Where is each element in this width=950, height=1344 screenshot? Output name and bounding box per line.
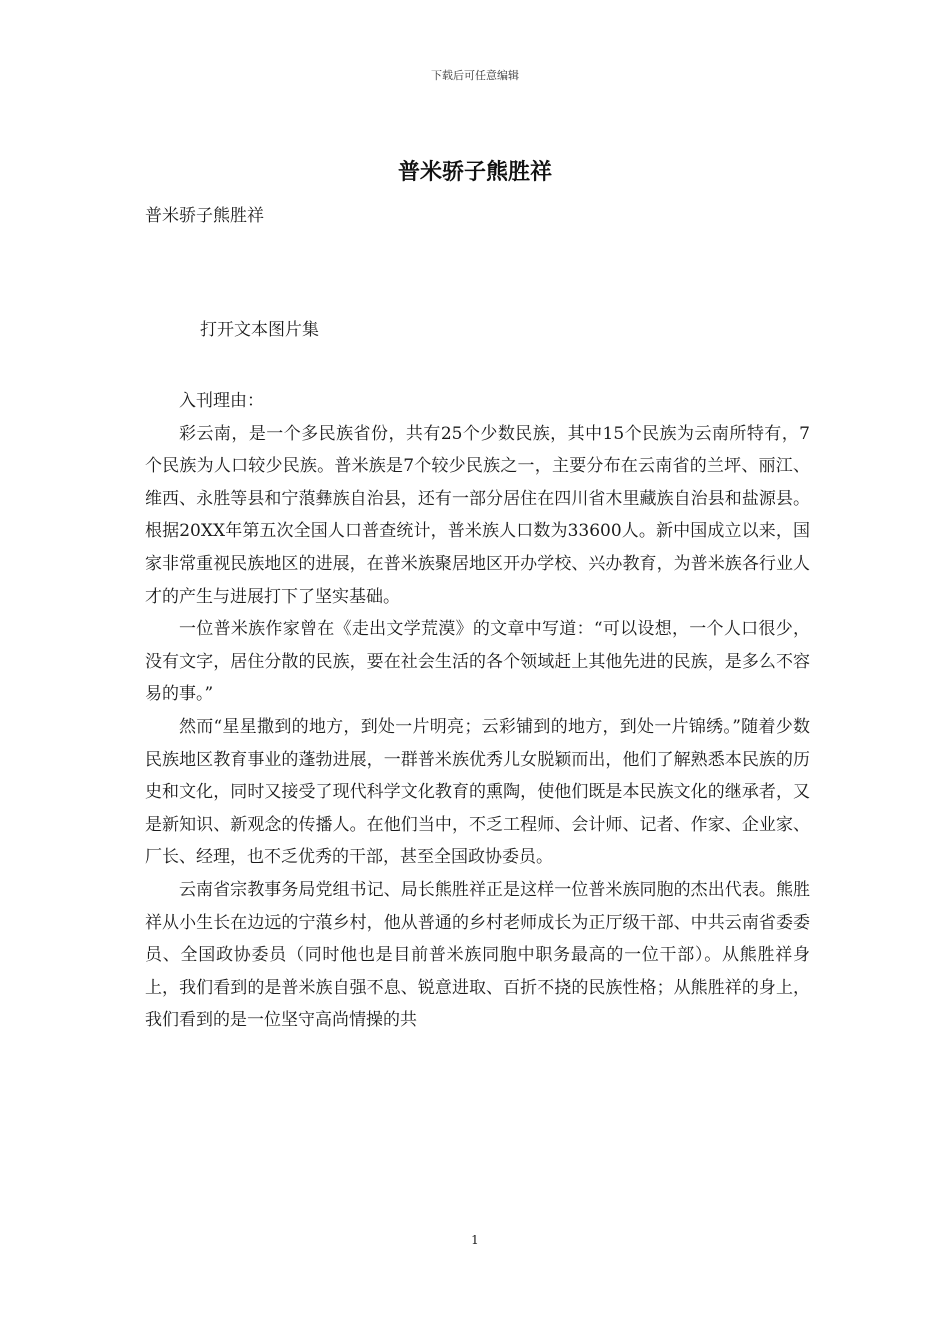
paragraph: 一位普米族作家曾在《走出文学荒漠》的文章中写道：“可以设想，一个人口很少，没有文字，居住分散的民族，要在社会生活的各个领域赶上其他先进的民族，是多么不容易的事。” [145,619,810,705]
paragraph: 然而“星星撒到的地方，到处一片明亮；云彩铺到的地方，到处一片锦绣。”随着少数民族地区教育事业的蓬勃进展，一群普米族优秀儿女脱颖而出，他们了解熟悉本民族的历史和文化，同时又接受了现代科学文化教育的熏陶，使他们既是本民族文化的继承者，又是新知识、新观念的传播人。在他们当中，不乏工程师、会计师、记者、作家、企业家、厂长、经理，也不乏优秀的干部，甚至全国政协委员。 [145,716,810,868]
page-number: 1 [471,1233,479,1247]
paragraph: 彩云南，是一个多民族省份，共有25个少数民族，其中15个民族为云南所特有，7个民族为人口较少民族。普米族是7个较少民族之一，主要分布在云南省的兰坪、丽江、维西、永胜等县和宁蒗彝族自治县，还有一部分居住在四川省木里藏族自治县和盐源县。根据20XX年第五次全国人口普查统计，普米族人口数为33600人。新中国成立以来，国家非常重视民族地区的进展，在普米族聚居地区开办学校、兴办教育，为普米族各行业人才的产生与进展打下了坚实基础。 [145,423,810,607]
article-body [145,385,810,1037]
paragraph: 云南省宗教事务局党组书记、局长熊胜祥正是这样一位普米族同胞的杰出代表。熊胜祥从小生长在边远的宁蒗乡村，他从普通的乡村老师成长为正厅级干部、中共云南省委委员、全国政协委员（同时他也是目前普米族同胞中职务最高的一位干部）。从熊胜祥身上，我们看到的是普米族自强不息、锐意进取、百折不挠的民族性格；从熊胜祥的身上，我们看到的是一位坚守高尚情操的共 [145,879,810,1031]
document-title: 普米骄子熊胜祥 [397,159,552,185]
document-subtitle: 普米骄子熊胜祥 [145,206,264,226]
page-header-note: 下载后可任意编辑 [431,69,519,82]
open-image-gallery-link[interactable]: 打开文本图片集 [200,320,319,340]
paragraph-reason-label: 入刊理由： [179,391,264,411]
